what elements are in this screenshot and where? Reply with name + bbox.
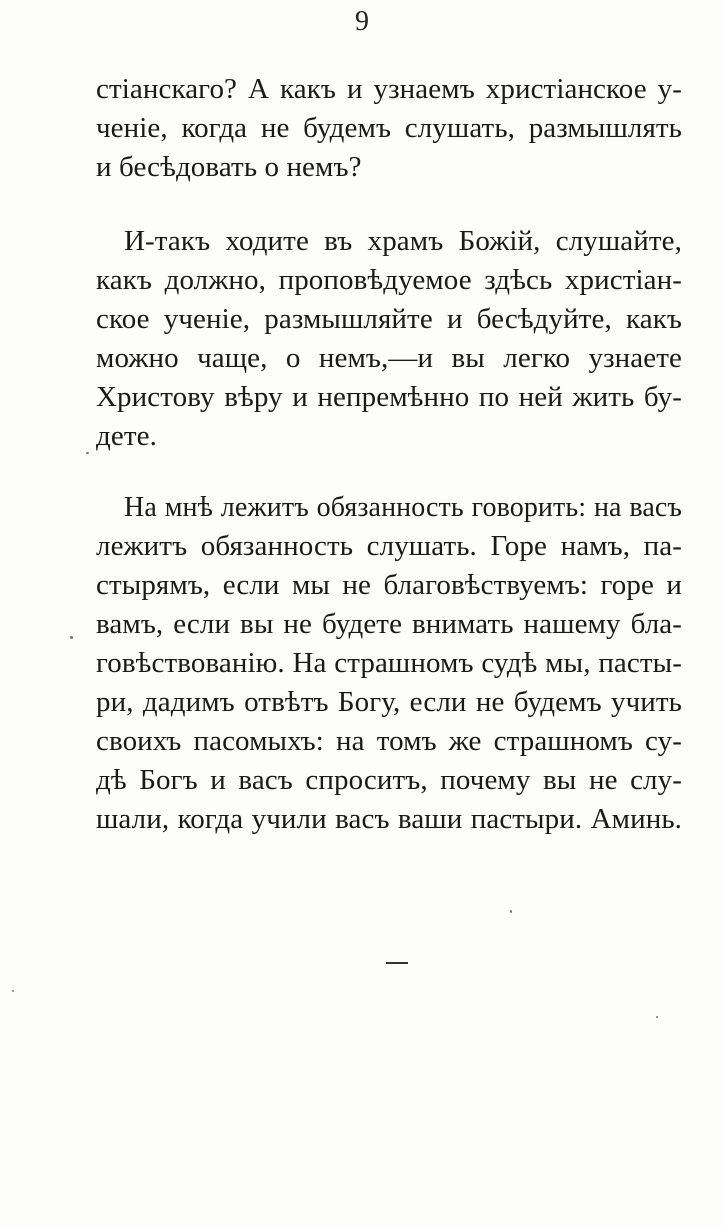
paragraph-line: шали, когда учили васъ ваши пастыри. Аминь. bbox=[96, 803, 682, 835]
paragraph-line: ченіе, когда не будемъ слушать, размышлять bbox=[96, 112, 682, 144]
paragraph-line: На мнѣ лежитъ обязанность говорить: на васъ bbox=[124, 492, 682, 523]
paragraph-line: стырямъ, если мы не благовѣствуемъ: горе и bbox=[96, 569, 682, 601]
paragraph-line: Христову вѣру и непремѣнно по ней жить бу- bbox=[96, 381, 682, 413]
paragraph-line: дѣ Богъ и васъ спроситъ, почему вы не слу- bbox=[96, 764, 682, 796]
paragraph-line: стіанскаго? А какъ и узнаемъ христіанское у- bbox=[96, 73, 682, 105]
print-speck bbox=[656, 1016, 658, 1018]
paragraph-line: говѣствованію. На страшномъ судѣ мы, пасты- bbox=[96, 647, 682, 679]
print-speck bbox=[12, 990, 14, 992]
paragraph-line: и бесѣдовать о немъ? bbox=[96, 151, 362, 183]
paragraph-1 bbox=[96, 70, 682, 187]
paragraph-line: лежитъ обязанность слушать. Горе намъ, па- bbox=[96, 530, 682, 562]
paragraph-line: какъ должно, проповѣдуемое здѣсь христіан- bbox=[96, 264, 682, 296]
page-number: 9 bbox=[355, 6, 369, 37]
print-speck bbox=[86, 452, 89, 454]
paragraph-line: ри, дадимъ отвѣтъ Богу, если не будемъ учить bbox=[96, 686, 682, 718]
print-speck bbox=[510, 910, 512, 913]
paragraph-line: своихъ пасомыхъ: на томъ же страшномъ су- bbox=[96, 725, 682, 757]
paragraph-3 bbox=[96, 488, 682, 839]
print-speck bbox=[70, 636, 73, 639]
end-dash bbox=[386, 962, 408, 964]
paragraph-line: дете. bbox=[96, 420, 157, 452]
paragraph-line: ское ученіе, размышляйте и бесѣдуйте, какъ bbox=[96, 303, 682, 335]
paragraph-2 bbox=[96, 222, 682, 456]
paragraph-line: И-такъ ходите въ храмъ Божій, слушайте, bbox=[124, 225, 682, 257]
paragraph-line: вамъ, если вы не будете внимать нашему бла- bbox=[96, 608, 682, 640]
paragraph-line: можно чаще, о немъ,—и вы легко узнаете bbox=[96, 342, 682, 374]
